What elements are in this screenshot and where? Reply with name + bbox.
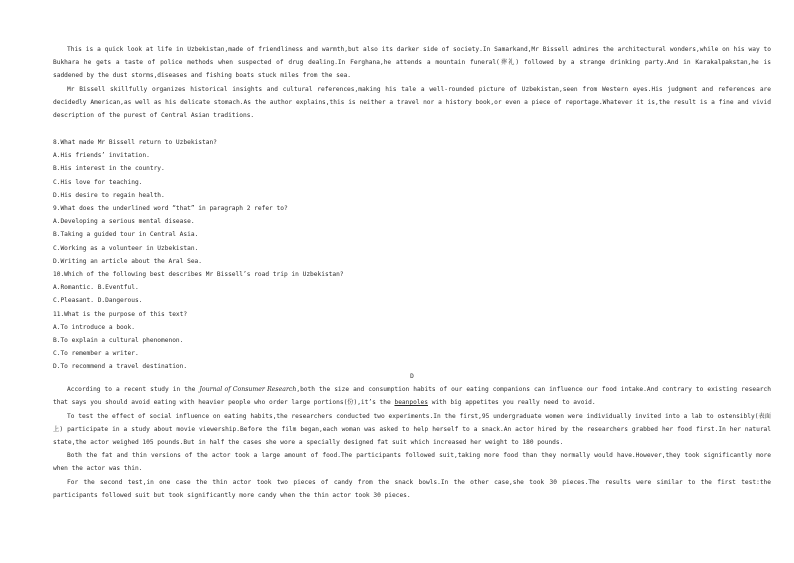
passage-d-p1-text-start: According to a recent study in the	[67, 386, 200, 394]
question-8-option-b: B.His interest in the country.	[53, 165, 165, 173]
passage-d-p1-text-end: with big appetites you really need to avoid.	[428, 399, 596, 407]
question-10-options-ab: A.Romantic. B.Eventful.	[53, 284, 139, 292]
question-11-option-a: A.To introduce a book.	[53, 323, 135, 331]
journal-title: Journal of Consumer Research	[199, 386, 297, 394]
question-10-options-cd: C.Pleasant. D.Dangerous.	[53, 297, 143, 305]
question-8-stem: 8.What made Mr Bissell return to Uzbekistan?	[53, 139, 217, 146]
passage-d-p1-text-middle: ,both the size and consumption habits of our eating companions can influence our food intake.And contrary to existing research that says you should avoid eating with heavier people who order large portions(份),it’s the	[53, 386, 771, 407]
question-9-option-d: D.Writing an article about the Aral Sea.	[53, 257, 203, 265]
question-8-option-a: A.His friends’ invitation.	[53, 152, 150, 160]
question-9-option-b: B.Taking a guided tour in Central Asia.	[53, 231, 199, 239]
question-9-stem: 9.What does the underlined word “that” in paragraph 2 refer to?	[53, 205, 288, 213]
passage-c-paragraph-2: Mr Bissell skillfully organizes historical insights and cultural references,making his tale a well-rounded picture of Uzbekistan,seen from Western eyes.His judgment and references are decidedly American,as well as his delicate stomach.As the author explains,this is neither a travel nor a history book,or even a piece of reportage.Whatever it is,the result is a fine and vivid description of the purest of Central Asian traditions.	[53, 85, 771, 120]
passage-d-paragraph-3: Both the fat and thin versions of the actor took a large amount of food.The participants followed suit,taking more food than they normally would have.However,they took significantly more when the actor was thin.	[53, 452, 771, 473]
underlined-word-beanpoles: beanpoles	[394, 399, 428, 407]
passage-d-paragraph-1	[53, 383, 771, 409]
question-10-stem: 10.Which of the following best describes Mr Bissell’s road trip in Uzbekistan?	[53, 271, 344, 279]
passage-d-paragraph-2: To test the effect of social influence on eating habits,the researchers conducted two experiments.In the first,95 undergraduate women were individually invited into a lab to ostensibly(表面上) participate in a study about movie viewership.Before the film began,each woman was asked to help herself to a snack.An actor hired by the researchers grabbed her food first.In her natural state,the actor weighed 105 pounds.But in half the cases she wore a specially designed fat suit which increased her weight to 180 pounds.	[53, 412, 771, 447]
passage-d	[53, 370, 771, 502]
question-11-option-d: D.To recommend a travel destination.	[53, 363, 188, 371]
question-9-option-a: A.Developing a serious mental disease.	[53, 218, 195, 226]
passage-c-paragraph-1: This is a quick look at life in Uzbekistan,made of friendliness and warmth,but also its darker side of society.In Samarkand,Mr Bissell admires the architectural wonders,while on his way to Bukhara he gets a taste of police methods when suspected of drug dealing.In Ferghana,he attends a mountain funeral(葬礼) followed by a strange drinking party.And in Karakalpakstan,he is saddened by the dust storms,diseases and fishing boats stuck miles from the sea.	[53, 46, 771, 80]
question-8-option-d: D.His desire to regain health.	[53, 191, 165, 199]
passage-d-paragraph-4: For the second test,in one case the thin actor took two pieces of candy from the snack bowls.In the other case,she took 30 pieces.The results were similar to the first test:the participants followed suit but took significantly more candy when the thin actor took 30 pieces.	[53, 478, 771, 499]
question-8-option-c: C.His love for teaching.	[53, 178, 143, 186]
question-9-option-c: C.Working as a volunteer in Uzbekistan.	[53, 244, 199, 252]
questions-section	[53, 136, 771, 374]
passage-c	[53, 43, 771, 122]
question-11-stem: 11.What is the purpose of this text?	[53, 310, 188, 318]
question-11-option-c: C.To remember a writer.	[53, 350, 139, 358]
question-11-option-b: B.To explain a cultural phenomenon.	[53, 337, 184, 345]
section-letter: D	[410, 373, 414, 380]
